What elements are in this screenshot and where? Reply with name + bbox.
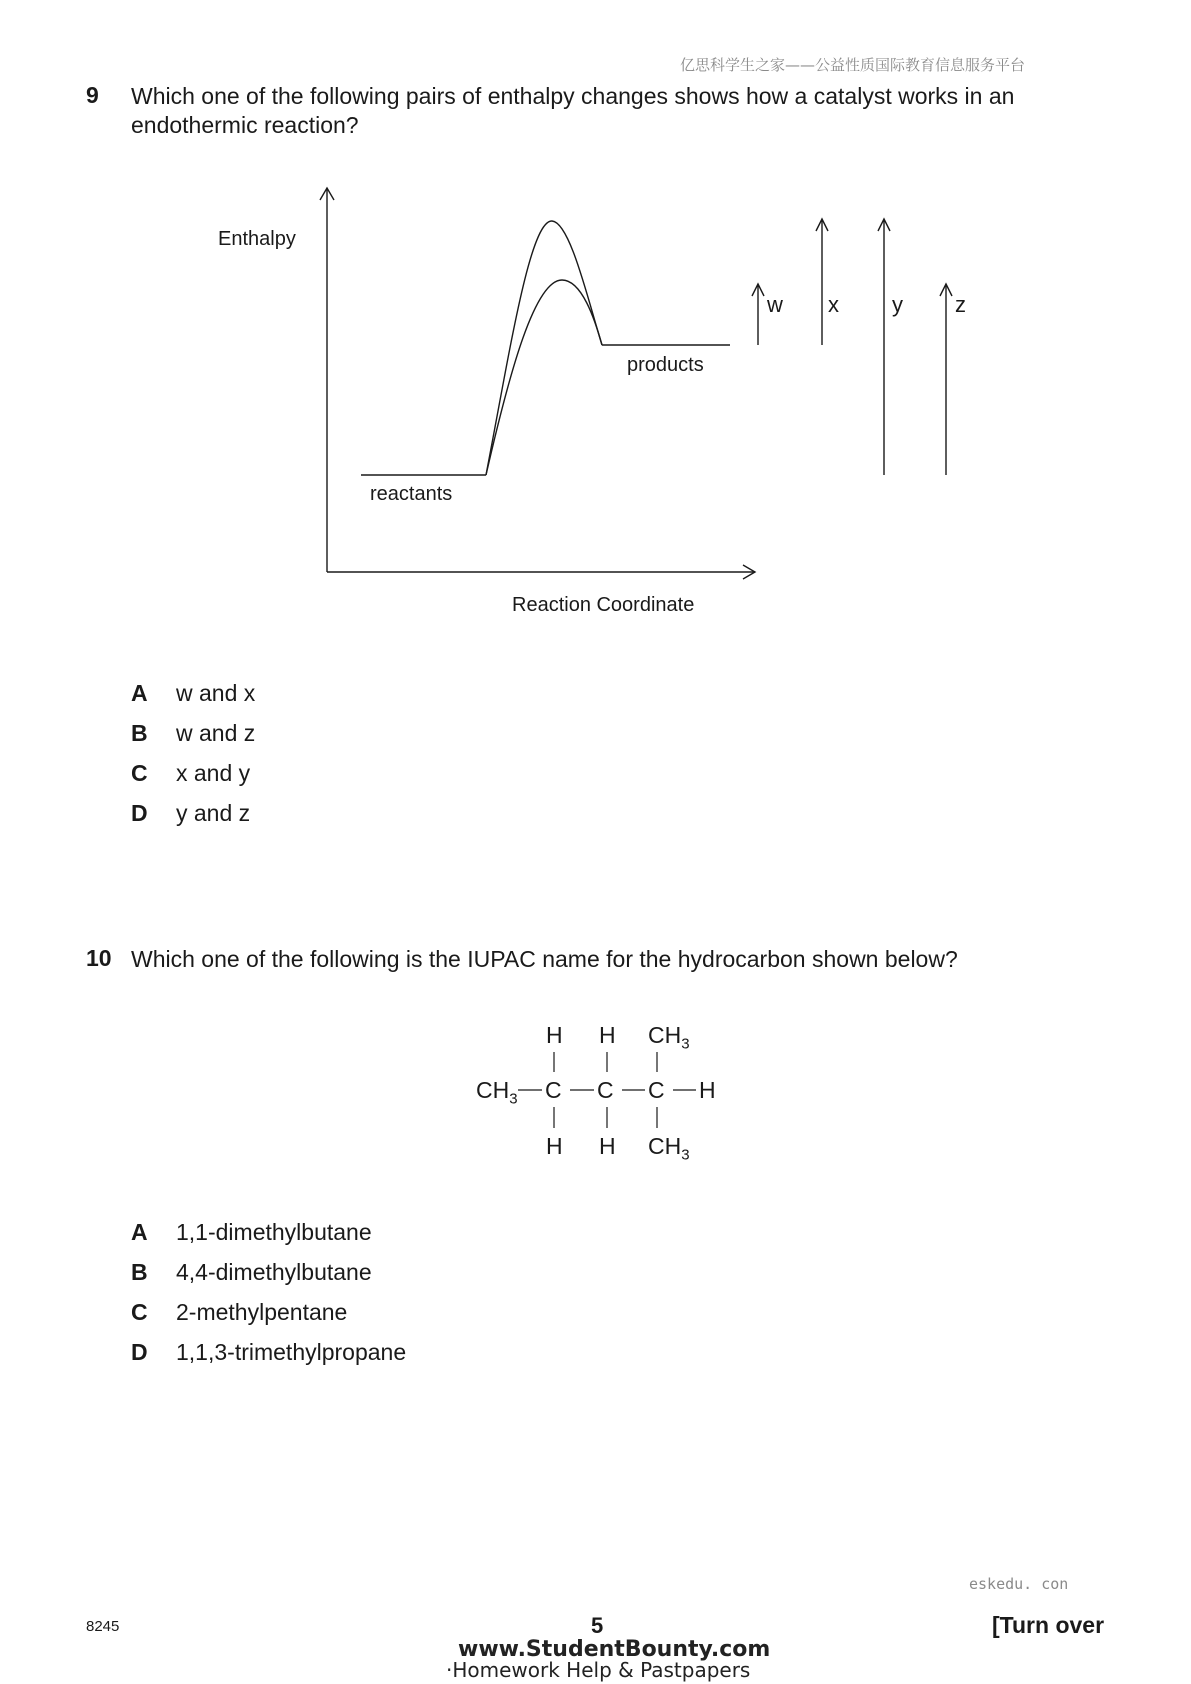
q10-option-a-letter: A xyxy=(131,1219,148,1245)
methyl-left: $CH_3$ xyxy=(476,1077,518,1108)
q10-option-c-letter: C xyxy=(131,1299,148,1325)
methyl-bottom: $CH_3$ xyxy=(648,1133,690,1164)
q9-option-d-text: y and z xyxy=(176,800,251,826)
atom-h-bottom-2: H xyxy=(599,1133,616,1159)
q10-option-c-text: 2-methylpentane xyxy=(176,1299,348,1325)
q10-option-b-text: 4,4-dimethylbutane xyxy=(176,1259,372,1285)
q9-option-d-letter: D xyxy=(131,800,148,826)
question-10-text: Which one of the following is the IUPAC name for the hydrocarbon shown below? xyxy=(131,946,958,972)
atom-h-bottom-1: H xyxy=(546,1133,563,1159)
x-axis-label: Reaction Coordinate xyxy=(512,594,695,616)
q9-option-a-text: w and x xyxy=(176,680,256,706)
q9-option-b-text: w and z xyxy=(176,720,256,746)
turn-over-label: [Turn over xyxy=(992,1612,1105,1638)
studentbounty-link[interactable]: www.StudentBounty.com xyxy=(458,1637,771,1662)
atom-h-right: H xyxy=(699,1077,716,1103)
atom-c-3: C xyxy=(648,1077,665,1103)
q10-option-d-letter: D xyxy=(131,1339,148,1365)
atom-h-top-1: H xyxy=(546,1022,563,1048)
atom-h-top-2: H xyxy=(599,1022,616,1048)
products-label: products xyxy=(627,354,704,376)
question-9-text-line1: Which one of the following pairs of enthalpy changes shows how a catalyst works in an xyxy=(131,83,1015,109)
paper-code: 8245 xyxy=(86,1618,120,1635)
question-10-number: 10 xyxy=(86,945,112,971)
question-9-number: 9 xyxy=(86,82,99,108)
reactants-label: reactants xyxy=(370,483,453,505)
y-axis-label: Enthalpy xyxy=(218,228,296,250)
q9-option-a-letter: A xyxy=(131,680,148,706)
studentbounty-tagline: ·Homework Help & Pastpapers xyxy=(446,1658,751,1682)
eskedu-watermark: eskedu. con xyxy=(969,1575,1069,1593)
arrow-x-label: x xyxy=(828,292,839,317)
arrow-z-label: z xyxy=(955,292,966,317)
q10-option-d-text: 1,1,3-trimethylpropane xyxy=(176,1339,407,1365)
q9-option-b-letter: B xyxy=(131,720,148,746)
page-number: 5 xyxy=(591,1613,604,1638)
atom-c-2: C xyxy=(597,1077,614,1103)
atom-c-1: C xyxy=(545,1077,562,1103)
arrow-y-label: y xyxy=(892,292,903,317)
q10-option-b-letter: B xyxy=(131,1259,148,1285)
q9-option-c-text: x and y xyxy=(176,760,251,786)
question-9-text-line2: endothermic reaction? xyxy=(131,112,359,138)
q10-option-a-text: 1,1-dimethylbutane xyxy=(176,1219,372,1245)
watermark-text: 亿思科学生之家——公益性质国际教育信息服务平台 xyxy=(680,56,1026,74)
arrow-w-label: w xyxy=(767,292,783,317)
methyl-top: $CH_3$ xyxy=(648,1022,690,1053)
q9-option-c-letter: C xyxy=(131,760,148,786)
